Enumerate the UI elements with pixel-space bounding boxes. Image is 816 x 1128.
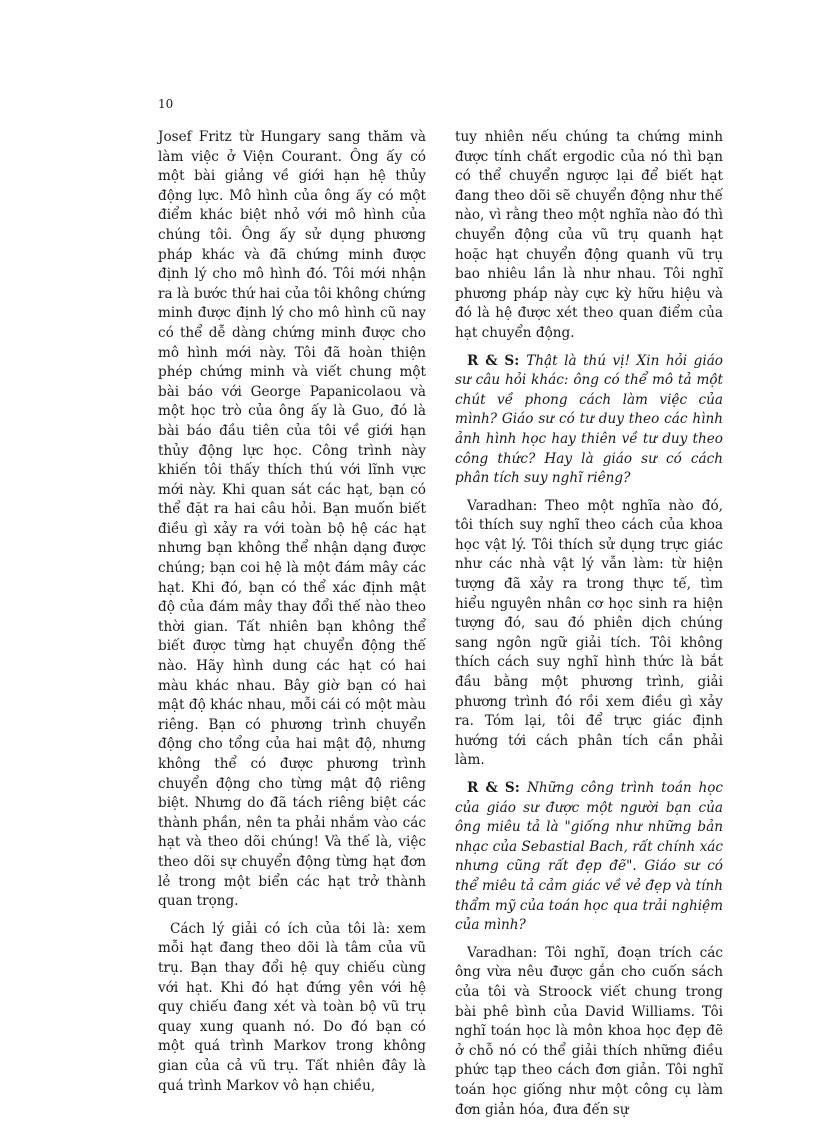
page-number: 10	[158, 97, 174, 111]
interview-answer	[455, 497, 723, 771]
speaker-colon: :	[514, 780, 527, 796]
paragraph: Josef Fritz từ Hungary sang thăm và làm việc ở Viện Courant. Ông ấy có một bài giảng về giới hạn hệ thủy động lực. Mô hình của ông ấy có một điểm khác biệt nhỏ với mô hình của chúng tôi. Ông ấy sử dụng phương pháp khác và đã chứng minh được định lý cho mô hình đó. Tôi mới nhận ra là bước thứ hai của tôi không chứng minh được định lý cho mô hình cũ nay có thể dễ dàng chứng minh được cho mô hình mới này. Tôi đã hoàn thiện phép chứng minh và viết chung một bài báo với George Papanicolaou và một học trò của ông ấy là Guo, đó là bài báo đầu tiên của tôi về giới hạn thủy động lực học. Công trình này khiến tôi thấy thích thú với lĩnh vực mới này. Khi quan sát các hạt, bạn có thể đặt ra hai câu hỏi. Bạn muốn biết điều gì xảy ra với toàn bộ hệ các hạt nhưng bạn không thể nhận dạng được chúng; bạn coi hệ là một đám mây các hạt. Khi đó, bạn có thể xác định mật độ của đám mây thay đổi thế nào theo thời gian. Tất nhiên bạn không thể biết được từng hạt chuyển động thế nào. Hãy hình dung các hạt có hai màu khác nhau. Bây giờ bạn có hai mật độ khác nhau, mỗi cái có một màu riêng. Bạn có phương trình chuyển động cho tổng của hai mật độ, nhưng không thể có được phương trình chuyển động cho từng mật độ riêng biệt. Nhưng do đã tách riêng biệt các thành phần, nên ta phải nhắm vào các hạt và theo dõi chúng! Và thế là, việc theo dõi sự chuyển động từng hạt đơn lẻ trong một biển các hạt trở thành quan trọng.	[158, 129, 426, 910]
speaker-colon: :	[532, 497, 546, 514]
left-column	[158, 128, 426, 1104]
right-column	[455, 128, 723, 1128]
speaker-label: R & S	[467, 352, 515, 369]
interview-answer	[455, 944, 723, 1120]
speaker-label: Varadhan	[467, 944, 533, 961]
interview-question	[455, 352, 723, 489]
speaker-colon: :	[532, 944, 546, 961]
interview-question	[455, 779, 723, 936]
answer-text: Tôi nghĩ, đoạn trích các ông vừa nêu được gắn cho cuốn sách của tôi và Stroock viết chung trong bài phê bình của David Williams. Tôi nghĩ toán học là môn khoa học đẹp đẽ ở chỗ nó có thể giải thích những điều phức tạp theo cách đơn giản. Tôi nghĩ toán học giống như một công cụ làm đơn giản hóa, đưa đến sự	[455, 944, 723, 1118]
answer-text: Theo một nghĩa nào đó, tôi thích suy nghĩ theo cách của khoa học vật lý. Tôi thích sử dụng trực giác như các nhà vật lý vẫn làm: từ hiện tượng đã xảy ra trong thực tế, tìm hiểu nguyên nhân cơ học sinh ra hiện tượng đó, sau đó phiên dịch chúng sang ngôn ngữ giải tích. Tôi không thích cách suy nghĩ hình thức là bắt đầu bằng một phương trình, giải phương trình đó rồi xem điều gì xảy ra. Tóm lại, tôi để trực giác định hướng tới cách phân tích cần phải làm.	[455, 497, 723, 769]
speaker-label: Varadhan	[467, 497, 533, 514]
question-text: Những công trình toán học của giáo sư được một người bạn của ông miêu tả là "giống như những bản nhạc của Sebastial Bach, rất chính xác nhưng cũng rất đẹp đẽ". Giáo sư có thể miêu tả cảm giác về vẻ đẹp và tính thẩm mỹ của toán học qua trải nghiệm của mình?	[455, 780, 723, 934]
paragraph: tuy nhiên nếu chúng ta chứng minh được tính chất ergodic của nó thì bạn có thể chuyển ngược lại để biết hạt đang theo dõi sẽ chuyển động như thế nào, vì rằng theo một nghĩa nào đó thì chuyển động của vũ trụ quanh hạt hoặc hạt chuyển động quanh vũ trụ bao nhiêu lần là như nhau. Tôi nghĩ phương pháp này cực kỳ hữu hiệu và đó là hệ được xét theo quan điểm của hạt chuyển động.	[455, 129, 723, 341]
paragraph: Cách lý giải có ích của tôi là: xem mỗi hạt đang theo dõi là tâm của vũ trụ. Bạn thay đổi hệ quy chiếu cùng với hạt. Khi đó hạt đứng yên với hệ quy chiếu đang xét và toàn bộ vũ trụ quay xung quanh nó. Do đó bạn có một quá trình Markov trong không gian của cả vũ trụ. Tất nhiên đây là quá trình Markov vô hạn chiều,	[158, 920, 426, 1094]
speaker-colon: :	[514, 352, 527, 369]
question-text: Thật là thú vị! Xin hỏi giáo sư câu hỏi khác: ông có thể mô tả một chút về phong cách làm việc của mình? Giáo sư có tư duy theo các hình ảnh hình học hay thiên về tư duy theo công thức? Hay là giáo sư có cách phân tích suy nghĩ riêng?	[455, 352, 723, 487]
speaker-label: R & S	[467, 780, 515, 796]
